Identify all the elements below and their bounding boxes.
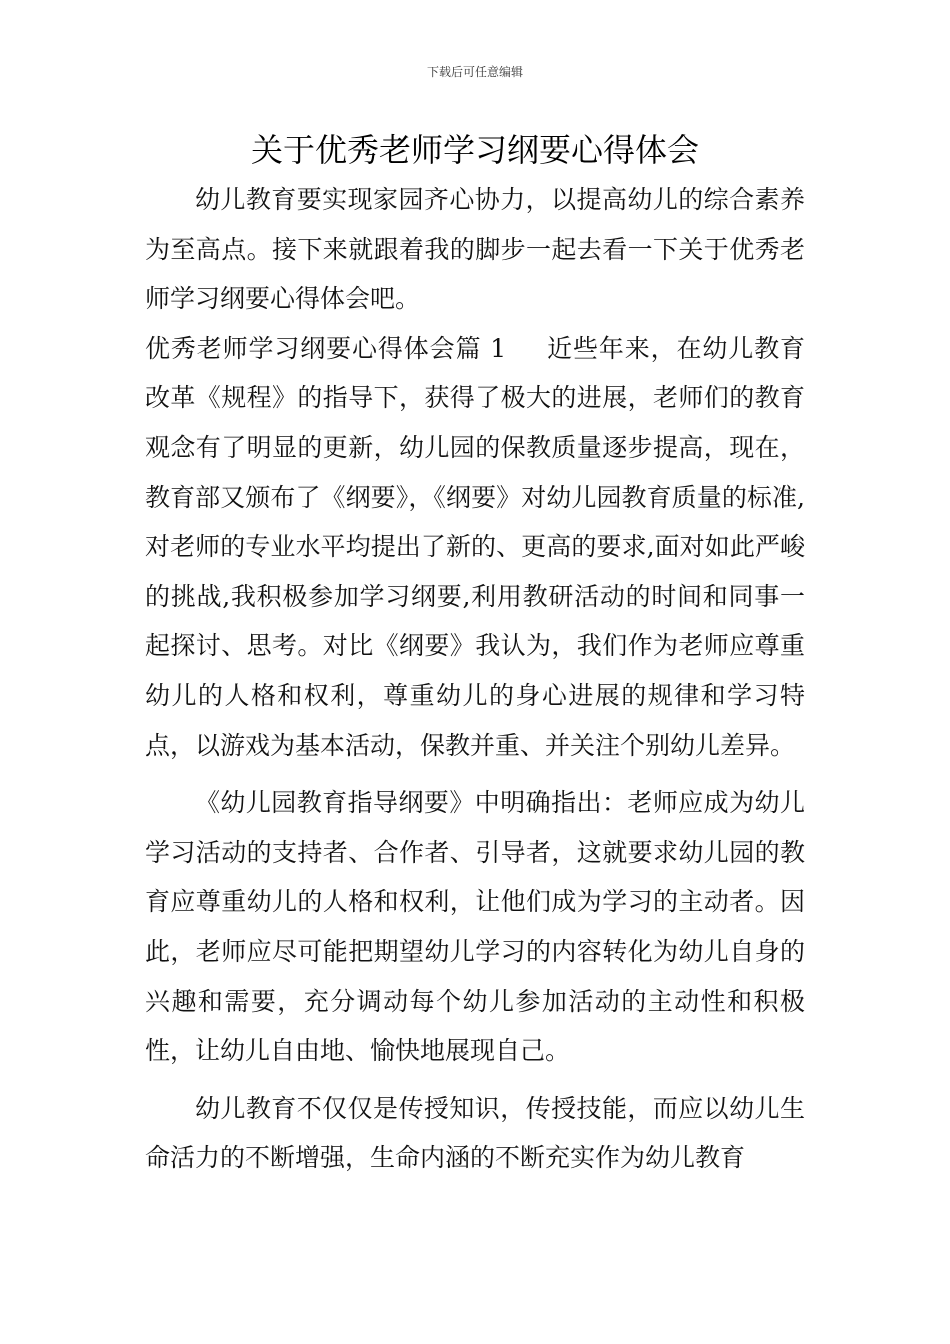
paragraph-2: 《幼儿园教育指导纲要》中明确指出：老师应成为幼儿学习活动的支持者、合作者、引导者，这就要求幼儿园的教育应尊重幼儿的人格和权利，让他们成为学习的主动者。因此，老师应尽可能把期望幼儿学习的内容转化为幼儿自身的兴趣和需要，充分调动每个幼儿参加活动的主动性和积极性，让幼儿自由地、愉快地展现自己。 bbox=[145, 788, 805, 1066]
document-title: 关于优秀老师学习纲要心得体会 bbox=[250, 131, 699, 169]
section-heading: 优秀老师学习纲要心得体会篇 1 bbox=[145, 333, 507, 363]
section-1-paragraph bbox=[145, 324, 805, 770]
paragraph-1-text: 近些年来，在幼儿教育改革《规程》的指导下，获得了极大的进展，老师们的教育观念有了明显的更新，幼儿园的保教质量逐步提高，现在，教育部又颁布了《纲要》，《纲要》对幼儿园教育质量的标准,对老师的专业水平均提出了新的、更高的要求,面对如此严峻的挑战,我积极参加学习纲要,利用教研活动的时间和同事一起探讨、思考。对比《纲要》我认为，我们作为老师应尊重幼儿的人格和权利，尊重幼儿的身心进展的规律和学习特点，以游戏为基本活动，保教并重、并关注个别幼儿差异。 bbox=[145, 333, 805, 760]
document-body bbox=[145, 175, 805, 1183]
paragraph-3: 幼儿教育不仅仅是传授知识，传授技能，而应以幼儿生命活力的不断增强，生命内涵的不断充实作为幼儿教育 bbox=[145, 1093, 805, 1173]
header-note: 下载后可任意编辑 bbox=[426, 65, 523, 79]
intro-paragraph: 幼儿教育要实现家园齐心协力，以提高幼儿的综合素养为至高点。接下来就跟着我的脚步一起去看一下关于优秀老师学习纲要心得体会吧。 bbox=[145, 185, 805, 314]
